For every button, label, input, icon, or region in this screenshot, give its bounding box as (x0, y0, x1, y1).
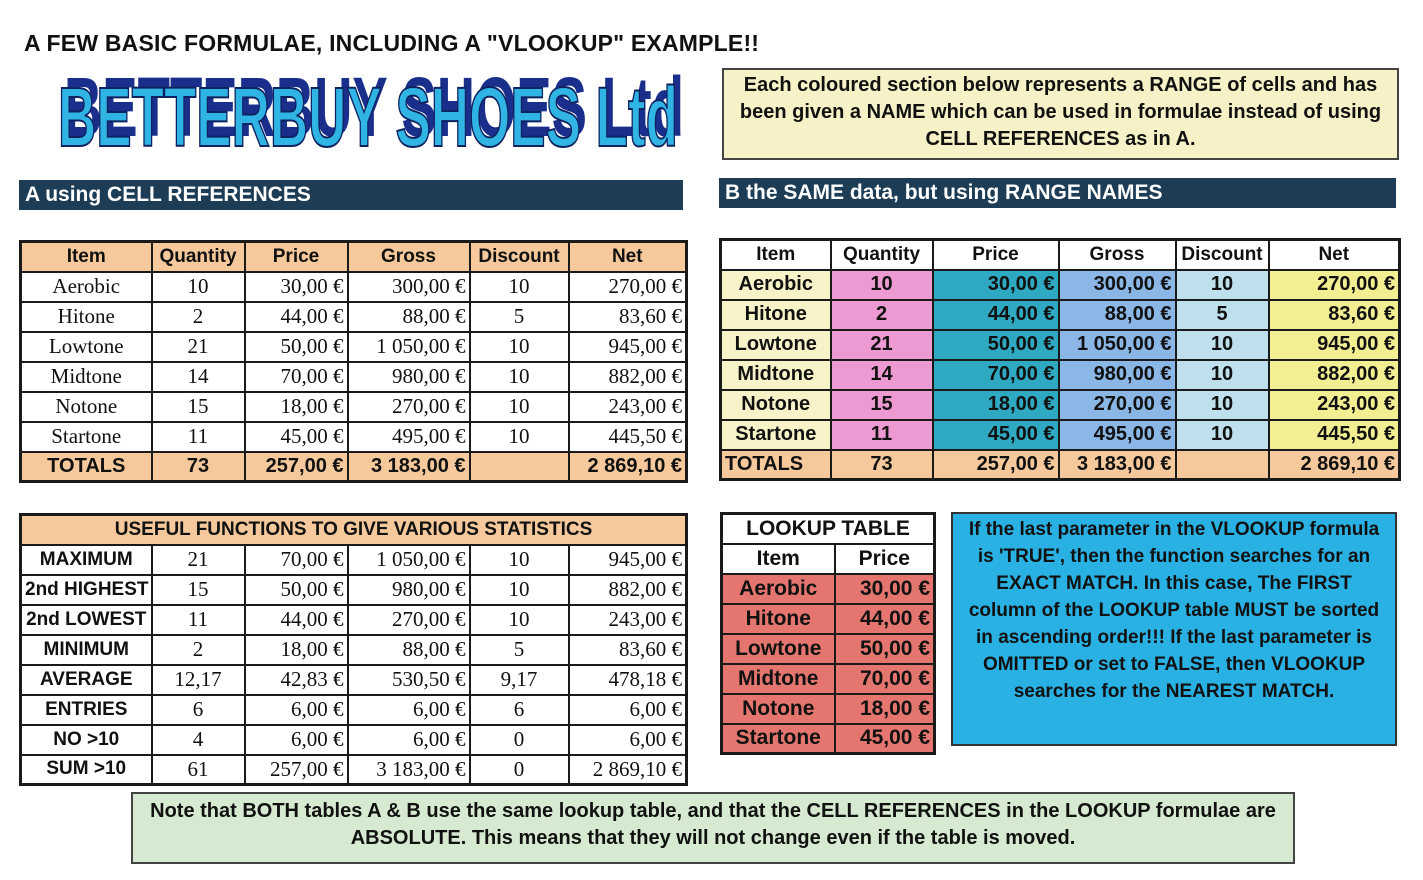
price-cell[interactable]: 70,00 € (245, 545, 348, 575)
quantity-cell[interactable]: 14 (152, 362, 245, 392)
lookup-price-cell[interactable]: 18,00 € (835, 694, 935, 724)
gross-cell[interactable]: 88,00 € (348, 302, 470, 332)
stat-label: NO >10 (21, 725, 152, 755)
table-b (719, 238, 1401, 481)
discount-cell[interactable]: 10 (470, 272, 569, 302)
price-cell[interactable]: 18,00 € (245, 635, 348, 665)
col-header-net: Net (569, 242, 687, 272)
price-cell[interactable]: 30,00 € (245, 272, 348, 302)
totals-price[interactable]: 257,00 € (245, 452, 348, 482)
gross-cell[interactable]: 6,00 € (348, 725, 470, 755)
gross-cell[interactable]: 88,00 € (348, 635, 470, 665)
lookup-header-row (722, 544, 935, 574)
stat-label: ENTRIES (21, 695, 152, 725)
discount-cell[interactable]: 10 (470, 392, 569, 422)
col-header-net: Net (1269, 240, 1400, 270)
totals-label[interactable]: TOTALS (721, 450, 831, 480)
net-cell[interactable]: 270,00 € (569, 272, 687, 302)
price-cell[interactable]: 70,00 € (245, 362, 348, 392)
table-row (21, 635, 687, 665)
logo-shadow-text: BETTERBUY SHOES Ltd (64, 68, 684, 154)
quantity-cell[interactable]: 15 (152, 392, 245, 422)
table-row (721, 360, 1400, 390)
price-cell[interactable]: 45,00 € (245, 422, 348, 452)
col-header-item: Item (21, 242, 152, 272)
quantity-cell[interactable]: 21 (831, 330, 933, 360)
stat-label: SUM >10 (21, 755, 152, 785)
table-row (21, 755, 687, 785)
table-row (21, 665, 687, 695)
quantity-cell[interactable]: 4 (152, 725, 245, 755)
totals-gross[interactable]: 3 183,00 € (1059, 450, 1176, 480)
quantity-cell[interactable]: 12,17 (152, 665, 245, 695)
gross-cell[interactable]: 980,00 € (348, 575, 470, 605)
table-a-header-row (21, 242, 687, 272)
table-row (21, 392, 687, 422)
item-cell[interactable]: Midtone (721, 360, 831, 390)
quantity-cell[interactable]: 15 (831, 390, 933, 420)
net-cell[interactable]: 445,50 € (1269, 420, 1400, 450)
gross-cell[interactable]: 270,00 € (348, 392, 470, 422)
item-cell[interactable]: Lowtone (21, 332, 152, 362)
discount-cell[interactable]: 6 (470, 695, 569, 725)
statistics-heading: USEFUL FUNCTIONS TO GIVE VARIOUS STATISTICS (21, 515, 687, 545)
stat-label: MAXIMUM (21, 545, 152, 575)
gross-cell[interactable]: 88,00 € (1059, 300, 1176, 330)
table-a (19, 240, 688, 483)
price-cell[interactable]: 44,00 € (245, 605, 348, 635)
net-cell[interactable]: 478,18 € (569, 665, 687, 695)
lookup-title-row (722, 514, 935, 544)
table-row (722, 724, 935, 754)
section-b-heading: B the SAME data, but using RANGE NAMES (719, 178, 1396, 208)
discount-cell[interactable]: 0 (470, 725, 569, 755)
discount-cell[interactable]: 5 (470, 302, 569, 332)
item-cell[interactable]: Startone (21, 422, 152, 452)
table-row (721, 420, 1400, 450)
lookup-item-cell[interactable]: Midtone (722, 664, 835, 694)
discount-cell[interactable]: 9,17 (470, 665, 569, 695)
stat-label: 2nd LOWEST (21, 605, 152, 635)
net-cell[interactable]: 882,00 € (1269, 360, 1400, 390)
totals-price[interactable]: 257,00 € (933, 450, 1059, 480)
net-cell[interactable]: 945,00 € (1269, 330, 1400, 360)
table-row (21, 725, 687, 755)
table-row (721, 270, 1400, 300)
lookup-item-cell[interactable]: Lowtone (722, 634, 835, 664)
quantity-cell[interactable]: 14 (831, 360, 933, 390)
item-cell[interactable]: Notone (21, 392, 152, 422)
item-cell[interactable]: Notone (721, 390, 831, 420)
quantity-cell[interactable]: 6 (152, 695, 245, 725)
statistics-heading-row (21, 515, 687, 545)
price-cell[interactable]: 50,00 € (933, 330, 1059, 360)
quantity-cell[interactable]: 11 (152, 605, 245, 635)
table-row (722, 634, 935, 664)
net-cell[interactable]: 945,00 € (569, 332, 687, 362)
quantity-cell[interactable]: 11 (831, 420, 933, 450)
gross-cell[interactable]: 495,00 € (1059, 420, 1176, 450)
net-cell[interactable]: 243,00 € (569, 392, 687, 422)
col-header-price: Price (933, 240, 1059, 270)
price-cell[interactable]: 18,00 € (245, 392, 348, 422)
item-cell[interactable]: Hitone (721, 300, 831, 330)
lookup-price-cell[interactable]: 70,00 € (835, 664, 935, 694)
lookup-table (720, 512, 936, 755)
company-logo (52, 68, 684, 160)
quantity-cell[interactable]: 21 (152, 545, 245, 575)
quantity-cell[interactable]: 11 (152, 422, 245, 452)
col-header-item: Item (721, 240, 831, 270)
lookup-price-cell[interactable]: 44,00 € (835, 604, 935, 634)
gross-cell[interactable]: 270,00 € (1059, 390, 1176, 420)
discount-cell[interactable]: 10 (470, 362, 569, 392)
stat-label: MINIMUM (21, 635, 152, 665)
table-row (21, 545, 687, 575)
table-row (722, 574, 935, 604)
stat-label: 2nd HIGHEST (21, 575, 152, 605)
vlookup-explanation-note: If the last parameter in the VLOOKUP formula is 'TRUE', then the function searches for an EXACT MATCH. In this case, The FIRST column of the LOOKUP table MUST be sorted in ascending order!!! If the last parameter is OMITTED or set to FALSE, then VLOOKUP searches for the NEAREST MATCH. (951, 512, 1397, 746)
table-row (721, 390, 1400, 420)
net-cell[interactable]: 882,00 € (569, 362, 687, 392)
gross-cell[interactable]: 1 050,00 € (348, 332, 470, 362)
statistics-table (19, 513, 688, 786)
lookup-price-cell[interactable]: 45,00 € (835, 724, 935, 754)
totals-label[interactable]: TOTALS (21, 452, 152, 482)
totals-row (21, 452, 687, 482)
table-row (21, 302, 687, 332)
lookup-title: LOOKUP TABLE (722, 514, 935, 544)
price-cell[interactable]: 6,00 € (245, 725, 348, 755)
col-header-discount: Discount (1176, 240, 1269, 270)
quantity-cell[interactable]: 15 (152, 575, 245, 605)
net-cell[interactable]: 243,00 € (569, 605, 687, 635)
quantity-cell[interactable]: 2 (152, 635, 245, 665)
absolute-reference-note: Note that BOTH tables A & B use the same lookup table, and that the CELL REFERENCES in the LOOKUP formulae are ABSOLUTE. This means that they will not change even if the table is moved. (131, 792, 1295, 864)
col-header-quantity: Quantity (152, 242, 245, 272)
price-cell[interactable]: 70,00 € (933, 360, 1059, 390)
discount-cell[interactable]: 10 (1176, 330, 1269, 360)
quantity-cell[interactable]: 10 (152, 272, 245, 302)
lookup-price-cell[interactable]: 50,00 € (835, 634, 935, 664)
section-a-heading: A using CELL REFERENCES (19, 180, 683, 210)
quantity-cell[interactable]: 2 (831, 300, 933, 330)
table-row (21, 362, 687, 392)
item-cell[interactable]: Startone (721, 420, 831, 450)
net-cell[interactable]: 445,50 € (569, 422, 687, 452)
discount-cell[interactable]: 10 (470, 545, 569, 575)
gross-cell[interactable]: 1 050,00 € (348, 545, 470, 575)
totals-quantity[interactable]: 73 (831, 450, 933, 480)
discount-cell[interactable]: 5 (470, 635, 569, 665)
discount-cell[interactable]: 0 (470, 755, 569, 785)
price-cell[interactable]: 42,83 € (245, 665, 348, 695)
totals-net[interactable]: 2 869,10 € (569, 452, 687, 482)
gross-cell[interactable]: 495,00 € (348, 422, 470, 452)
page-title: A FEW BASIC FORMULAE, INCLUDING A "VLOOKUP" EXAMPLE!! (24, 30, 760, 56)
net-cell[interactable]: 882,00 € (569, 575, 687, 605)
totals-gross[interactable]: 3 183,00 € (348, 452, 470, 482)
price-cell[interactable]: 257,00 € (245, 755, 348, 785)
quantity-cell[interactable]: 21 (152, 332, 245, 362)
table-row (721, 330, 1400, 360)
discount-cell[interactable]: 10 (1176, 270, 1269, 300)
range-names-info: Each coloured section below represents a RANGE of cells and has been given a NAME which can be used in formulae instead of using CELL REFERENCES as in A. (722, 68, 1399, 160)
col-header-gross: Gross (348, 242, 470, 272)
net-cell[interactable]: 6,00 € (569, 725, 687, 755)
gross-cell[interactable]: 6,00 € (348, 695, 470, 725)
totals-row (721, 450, 1400, 480)
item-cell[interactable]: Lowtone (721, 330, 831, 360)
lookup-item-cell[interactable]: Notone (722, 694, 835, 724)
quantity-cell[interactable]: 10 (831, 270, 933, 300)
col-header-gross: Gross (1059, 240, 1176, 270)
gross-cell[interactable]: 980,00 € (1059, 360, 1176, 390)
table-row (21, 575, 687, 605)
totals-discount[interactable] (470, 452, 569, 482)
net-cell[interactable]: 270,00 € (1269, 270, 1400, 300)
quantity-cell[interactable]: 61 (152, 755, 245, 785)
discount-cell[interactable]: 10 (470, 575, 569, 605)
lookup-item-cell[interactable]: Hitone (722, 604, 835, 634)
lookup-item-cell[interactable]: Startone (722, 724, 835, 754)
price-cell[interactable]: 50,00 € (245, 575, 348, 605)
table-row (21, 422, 687, 452)
quantity-cell[interactable]: 2 (152, 302, 245, 332)
net-cell[interactable]: 83,60 € (569, 635, 687, 665)
discount-cell[interactable]: 10 (470, 605, 569, 635)
col-header-price: Price (245, 242, 348, 272)
price-cell[interactable]: 18,00 € (933, 390, 1059, 420)
discount-cell[interactable]: 10 (1176, 390, 1269, 420)
price-cell[interactable]: 45,00 € (933, 420, 1059, 450)
totals-net[interactable]: 2 869,10 € (1269, 450, 1400, 480)
item-cell[interactable]: Aerobic (721, 270, 831, 300)
gross-cell[interactable]: 300,00 € (348, 272, 470, 302)
price-cell[interactable]: 30,00 € (933, 270, 1059, 300)
table-row (21, 695, 687, 725)
item-cell[interactable]: Midtone (21, 362, 152, 392)
discount-cell[interactable]: 10 (470, 332, 569, 362)
discount-cell[interactable]: 5 (1176, 300, 1269, 330)
net-cell[interactable]: 2 869,10 € (569, 755, 687, 785)
table-row (21, 332, 687, 362)
net-cell[interactable]: 83,60 € (569, 302, 687, 332)
lookup-price-cell[interactable]: 30,00 € (835, 574, 935, 604)
discount-cell[interactable]: 10 (1176, 420, 1269, 450)
lookup-header-price: Price (835, 544, 935, 574)
table-row (722, 664, 935, 694)
gross-cell[interactable]: 1 050,00 € (1059, 330, 1176, 360)
net-cell[interactable]: 243,00 € (1269, 390, 1400, 420)
price-cell[interactable]: 44,00 € (933, 300, 1059, 330)
net-cell[interactable]: 945,00 € (569, 545, 687, 575)
totals-discount[interactable] (1176, 450, 1269, 480)
price-cell[interactable]: 50,00 € (245, 332, 348, 362)
gross-cell[interactable]: 530,50 € (348, 665, 470, 695)
gross-cell[interactable]: 270,00 € (348, 605, 470, 635)
stat-label: AVERAGE (21, 665, 152, 695)
item-cell[interactable]: Aerobic (21, 272, 152, 302)
item-cell[interactable]: Hitone (21, 302, 152, 332)
lookup-header-item: Item (722, 544, 835, 574)
discount-cell[interactable]: 10 (470, 422, 569, 452)
gross-cell[interactable]: 300,00 € (1059, 270, 1176, 300)
lookup-item-cell[interactable]: Aerobic (722, 574, 835, 604)
totals-quantity[interactable]: 73 (152, 452, 245, 482)
table-b-header-row (721, 240, 1400, 270)
table-row (21, 605, 687, 635)
col-header-quantity: Quantity (831, 240, 933, 270)
col-header-discount: Discount (470, 242, 569, 272)
table-row (722, 694, 935, 724)
logo-text: BETTERBUY SHOES Ltd (58, 70, 678, 160)
net-cell[interactable]: 6,00 € (569, 695, 687, 725)
table-row (722, 604, 935, 634)
gross-cell[interactable]: 980,00 € (348, 362, 470, 392)
table-row (721, 300, 1400, 330)
price-cell[interactable]: 6,00 € (245, 695, 348, 725)
price-cell[interactable]: 44,00 € (245, 302, 348, 332)
table-row (21, 272, 687, 302)
discount-cell[interactable]: 10 (1176, 360, 1269, 390)
net-cell[interactable]: 83,60 € (1269, 300, 1400, 330)
gross-cell[interactable]: 3 183,00 € (348, 755, 470, 785)
